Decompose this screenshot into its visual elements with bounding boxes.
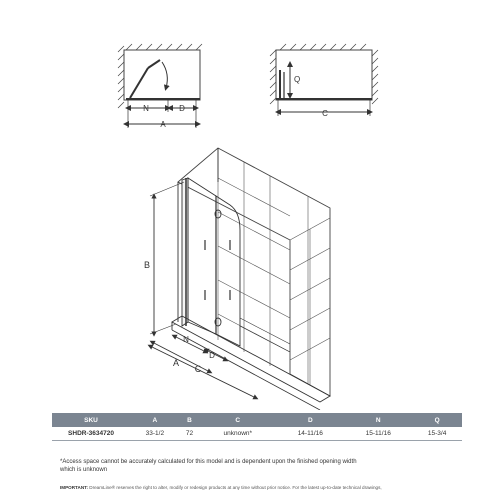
cell-c: unknown*: [199, 427, 276, 441]
col-header-b: B: [180, 413, 200, 427]
cell-sku: SHDR-3634720: [52, 427, 130, 441]
col-header-n: N: [344, 413, 412, 427]
access-note: *Access space cannot be accurately calculated for this model and is dependent upon the finished opening width which is unknown: [60, 459, 357, 473]
plan-right-label-q: Q: [294, 75, 301, 84]
plan-left-label-a: A: [160, 120, 166, 129]
wall-hatch-right-right: [372, 50, 378, 104]
isometric-view: [150, 148, 330, 410]
iso-label-b: B: [143, 260, 151, 270]
cell-n: 15-11/16: [344, 427, 412, 441]
cell-b: 72: [180, 427, 200, 441]
plan-right-label-c: C: [322, 109, 328, 118]
table-header-row: [52, 413, 462, 427]
col-header-q: Q: [412, 413, 462, 427]
tile-grid: [218, 148, 330, 385]
spec-table: [52, 413, 462, 441]
important-note: [60, 485, 450, 491]
iso-label-n: N: [183, 335, 189, 344]
col-header-d: D: [276, 413, 344, 427]
wall-hatch-right-top: [280, 44, 366, 50]
important-label: IMPORTANT:: [60, 485, 88, 490]
iso-label-a: A: [172, 358, 180, 368]
wall-hatch-left: [118, 46, 124, 108]
iso-label-c: C: [194, 364, 202, 374]
col-header-c: C: [199, 413, 276, 427]
plan-view-left: [118, 44, 202, 128]
plan-left-label-d: D: [179, 104, 185, 113]
cell-d: 14-11/16: [276, 427, 344, 441]
plan-view-right: [270, 44, 378, 116]
important-text: DreamLine® reserves the right to alter, modify or redesign products at any time without prior notice. For the latest up-to-date technical drawings,: [89, 485, 382, 490]
plan-left-label-n: N: [143, 104, 149, 113]
cell-q: 15-3/4: [412, 427, 462, 441]
table-row: [52, 427, 462, 441]
col-header-a: A: [130, 413, 180, 427]
iso-label-d: D: [209, 351, 215, 360]
cell-a: 33-1/2: [130, 427, 180, 441]
wall-hatch-top: [126, 44, 202, 50]
wall-hatch-right-left: [270, 50, 276, 104]
col-header-sku: SKU: [52, 413, 130, 427]
